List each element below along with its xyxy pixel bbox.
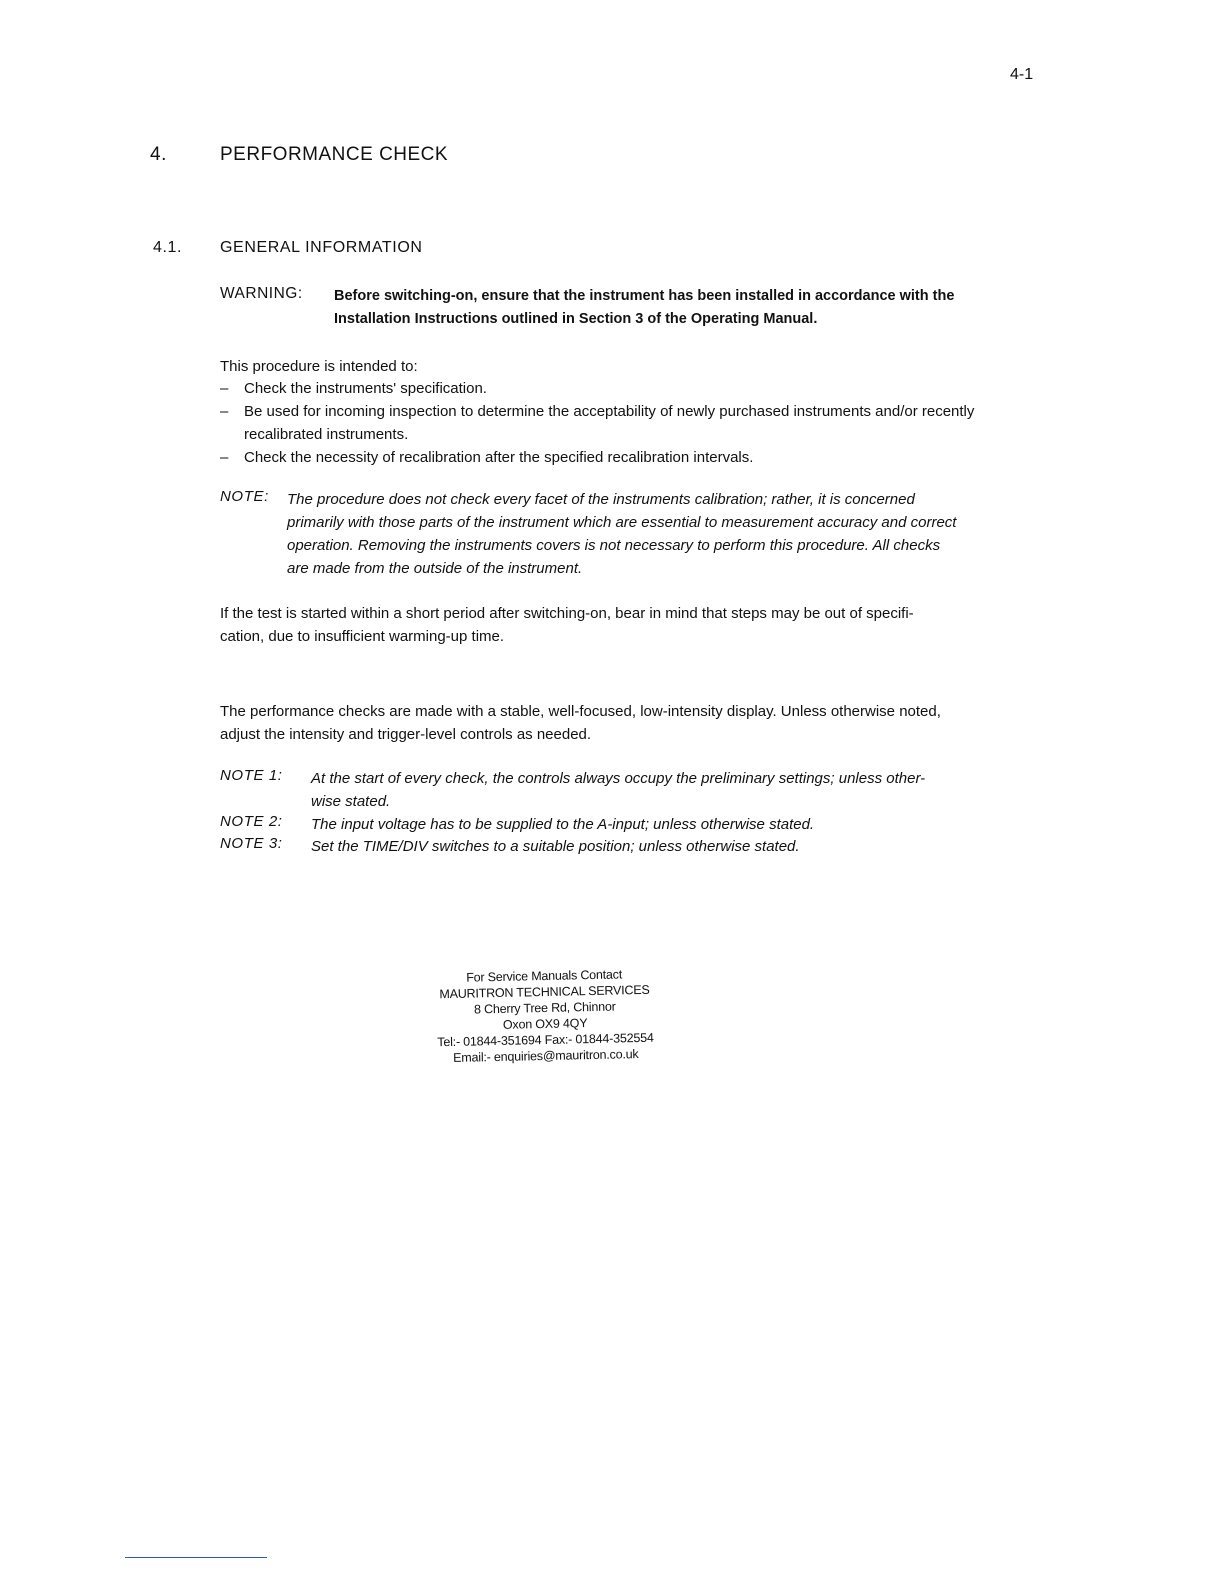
warning-line: Before switching-on, ensure that the instrument has been installed in accordance with the (334, 288, 955, 304)
list-dash: – (220, 380, 229, 397)
contact-line: 8 Cherry Tree Rd, Chinnor (473, 999, 616, 1017)
contact-line: MAURITRON TECHNICAL SERVICES (439, 982, 650, 1002)
contact-line: For Service Manuals Contact (466, 967, 623, 985)
section-number: 4. (150, 144, 167, 165)
note-line: At the start of every check, the controls always occupy the preliminary settings; unless other- (311, 770, 926, 787)
note-1-label: NOTE 1: (220, 767, 283, 784)
footer-rule (125, 1557, 267, 1558)
note-3-text: Set the TIME/DIV switches to a suitable position; unless otherwise stated. (311, 838, 800, 855)
contact-line: Oxon OX9 4QY (502, 1016, 588, 1032)
paragraph-line: cation, due to insufficient warming-up time. (220, 628, 505, 645)
note-text (287, 488, 1047, 580)
note-3-label: NOTE 3: (220, 835, 283, 852)
list-item-text: Check the instruments' specification. (244, 380, 487, 397)
intro-text: This procedure is intended to: (220, 358, 418, 375)
note-line: primarily with those parts of the instrument which are essential to measurement accuracy and correct (287, 514, 957, 531)
note-line: The procedure does not check every facet of the instruments calibration; rather, it is concerned (287, 491, 915, 508)
page-number: 4-1 (1010, 66, 1034, 83)
paragraph-line: If the test is started within a short period after switching-on, bear in mind that steps may be out of specifi- (220, 605, 914, 622)
list-item-text: Be used for incoming inspection to determine the acceptability of newly purchased instruments and/or recently recalibrated instruments. (244, 403, 975, 443)
subsection-title: GENERAL INFORMATION (220, 239, 423, 256)
list-item (220, 446, 1020, 469)
note-line: wise stated. (311, 793, 391, 810)
subsection-number: 4.1. (153, 239, 183, 256)
warmup-paragraph (220, 602, 1030, 648)
note-label: NOTE: (220, 488, 269, 505)
list-item-text: Check the necessity of recalibration after the specified recalibration intervals. (244, 449, 754, 466)
paragraph-line: The performance checks are made with a stable, well-focused, low-intensity display. Unless otherwise noted, (220, 703, 941, 720)
display-paragraph (220, 700, 1030, 746)
note-1-text (311, 767, 1031, 813)
contact-line: Tel:- 01844-351694 Fax:- 01844-352554 (437, 1030, 654, 1050)
list-dash: – (220, 449, 229, 466)
section-title: PERFORMANCE CHECK (220, 144, 449, 165)
service-contact-stamp (419, 965, 671, 1066)
warning-text (334, 285, 1014, 331)
warning-line: Installation Instructions outlined in Section 3 of the Operating Manual. (334, 311, 818, 327)
list-dash: – (220, 403, 229, 420)
note-line: operation. Removing the instruments covers is not necessary to perform this procedure. All checks (287, 537, 941, 554)
paragraph-line: adjust the intensity and trigger-level controls as needed. (220, 726, 592, 743)
contact-line: Email:- enquiries@mauritron.co.uk (453, 1047, 639, 1065)
note-line: are made from the outside of the instrument. (287, 560, 583, 577)
list-item (220, 377, 1020, 400)
note-2-text: The input voltage has to be supplied to the A-input; unless otherwise stated. (311, 816, 815, 833)
purpose-list (220, 377, 1020, 469)
list-item (220, 400, 1004, 446)
warning-label: WARNING: (220, 285, 303, 302)
note-2-label: NOTE 2: (220, 813, 283, 830)
